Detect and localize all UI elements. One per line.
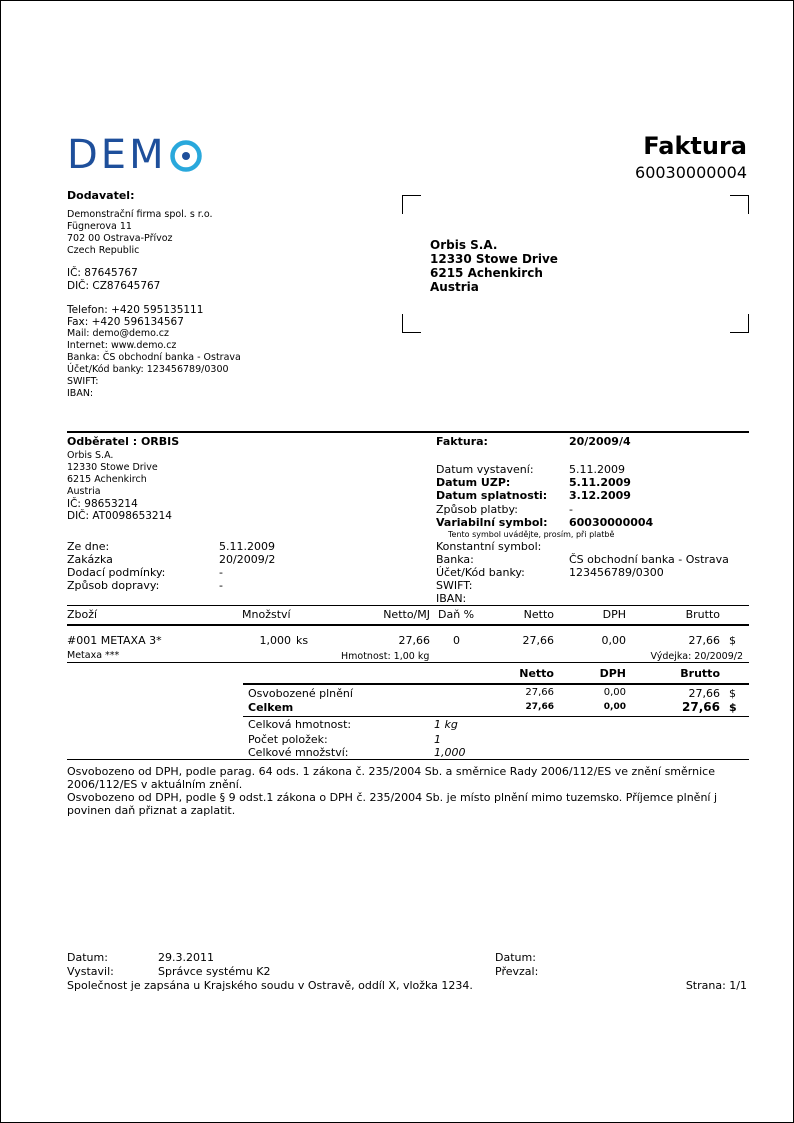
window-corner-bottom-right [730, 314, 749, 333]
note-line: Osvobozeno od DPH, podle § 9 odst.1 zákona o DPH č. 235/2004 Sb. je místo plnění mimo tuzemsko. Příjemce plnění j [67, 791, 718, 804]
customer-ic: IČ: 98653214 [67, 498, 138, 510]
summary-bottom-rule [67, 759, 749, 760]
iban-label: IBAN: [436, 592, 467, 605]
customer-line: 12330 Stowe Drive [67, 462, 158, 473]
item-weight: Hmotnost: 1,00 kg [341, 651, 430, 662]
exempt-net: 27,66 [525, 687, 554, 698]
ks-label: Konstantní symbol: [436, 540, 542, 553]
detail-label: Zakázka [67, 553, 113, 566]
total-currency: $ [729, 701, 737, 714]
supplier-fax: Fax: +420 596134567 [67, 316, 184, 328]
item-currency: $ [729, 634, 736, 647]
customer-line: 6215 Achenkirch [67, 474, 147, 485]
customer-dic: DIČ: AT0098653214 [67, 510, 172, 522]
invoice-value: 20/2009/4 [569, 435, 631, 448]
col-net-unit-header: Netto/MJ [383, 608, 430, 621]
item-gross: 27,66 [688, 634, 720, 647]
supplier-internet: Internet: www.demo.cz [67, 340, 177, 351]
note-line: 2006/112/ES v aktuálním znění. [67, 778, 243, 791]
payment-label: Způsob platby: [436, 503, 518, 516]
sum-gross-header: Brutto [680, 667, 720, 680]
section-divider [67, 431, 749, 433]
items-header-rule [67, 624, 749, 626]
item-count-label: Počet položek: [248, 733, 328, 746]
supplier-account: Účet/Kód banky: 123456789/0300 [67, 364, 229, 375]
item-qty: 1,000 [259, 634, 291, 647]
supplier-ic: IČ: 87645767 [67, 267, 138, 279]
col-gross-header: Brutto [685, 608, 720, 621]
items-bottom-rule [67, 662, 749, 663]
account-value: 123456789/0300 [569, 566, 664, 579]
recipient-address [430, 238, 558, 294]
supplier-iban: IBAN: [67, 388, 94, 399]
exempt-label: Osvobozené plnění [248, 687, 353, 700]
bank-value: ČS obchodní banka - Ostrava [569, 553, 729, 566]
recipient-line: 6215 Achenkirch [430, 266, 543, 280]
total-net: 27,66 [525, 702, 554, 712]
due-value: 3.12.2009 [569, 489, 631, 502]
footer-registry: Společnost je zapsána u Krajského soudu v Ostravě, oddíl X, vložka 1234. [67, 979, 473, 992]
detail-value: - [219, 579, 223, 592]
footer-issuer-value: Správce systému K2 [158, 965, 271, 978]
supplier-dic: DIČ: CZ87645767 [67, 280, 161, 292]
supplier-ids [67, 267, 160, 293]
footer [1, 951, 793, 995]
footer-receiver-label: Převzal: [495, 965, 539, 978]
invoice-label: Faktura: [436, 435, 488, 448]
detail-value: 5.11.2009 [219, 540, 275, 553]
items-top-rule [67, 605, 749, 606]
customer-line: Orbis S.A. [67, 450, 114, 461]
vat-notes [67, 765, 793, 817]
item-name: #001 METAXA 3* [67, 634, 162, 647]
summary-rows [1, 687, 793, 717]
note-line: Osvobozeno od DPH, podle parag. 64 ods. 1 zákona č. 235/2004 Sb. a směrnice Rady 2006/112/ES ve znění směrnice [67, 765, 715, 778]
customer-block [67, 450, 172, 522]
vs-note: Tento symbol uvádějte, prosím, při platbě [448, 530, 615, 539]
detail-label: Ze dne: [67, 540, 110, 553]
logo-text: DEM [67, 132, 167, 178]
supplier-country: Czech Republic [67, 245, 140, 256]
summary-totals [1, 718, 793, 760]
company-logo [67, 133, 167, 177]
item-net-unit: 27,66 [398, 634, 430, 647]
logo-ring-icon [169, 139, 203, 173]
total-vat: 0,00 [603, 702, 626, 712]
supplier-swift: SWIFT: [67, 376, 99, 387]
vs-label: Variabilní symbol: [436, 516, 548, 529]
col-qty-header: Množství [242, 608, 291, 621]
item-vat-pct: 0 [453, 634, 460, 647]
supplier-heading: Dodavatel: [67, 189, 135, 202]
detail-value: 20/2009/2 [219, 553, 276, 566]
supplier-bank: Banka: ČS obchodní banka - Ostrava [67, 352, 241, 363]
supplier-city: 702 00 Ostrava-Přívoz [67, 233, 173, 244]
exempt-currency: $ [729, 687, 736, 700]
vs-value: 60030000004 [569, 516, 654, 529]
supplier-phone: Telefon: +420 595135111 [67, 304, 204, 316]
account-label: Účet/Kód banky: [436, 566, 525, 579]
recipient-line: Orbis S.A. [430, 238, 498, 252]
supplier-block [67, 209, 213, 257]
supplier-name: Demonstrační firma spol. s r.o. [67, 209, 213, 220]
footer-date-label: Datum: [67, 951, 108, 964]
issued-value: 5.11.2009 [569, 463, 625, 476]
document-number: 60030000004 [635, 163, 747, 182]
window-corner-top-right [730, 195, 749, 214]
sum-vat-header: DPH [599, 667, 626, 680]
sum-net-header: Netto [519, 667, 554, 680]
total-label: Celkem [248, 701, 294, 714]
detail-label: Způsob dopravy: [67, 579, 160, 592]
issued-label: Datum vystavení: [436, 463, 534, 476]
bank-label: Banka: [436, 553, 474, 566]
supplier-street: Fügnerova 11 [67, 221, 132, 232]
window-corner-bottom-left [402, 314, 421, 333]
summary-rule [243, 716, 749, 717]
supplier-contact [67, 304, 241, 400]
col-net-header: Netto [523, 608, 554, 621]
item-vat: 0,00 [601, 634, 626, 647]
footer-page-number: Strana: 1/1 [685, 979, 747, 992]
total-weight-value: 1 kg [434, 718, 458, 731]
document-title: Faktura [643, 132, 747, 160]
col-vat-pct-header: Daň % [438, 608, 475, 621]
footer-issuer-label: Vystavil: [67, 965, 114, 978]
detail-value: - [219, 566, 223, 579]
footer-date-value: 29.3.2011 [158, 951, 214, 964]
item-delivery: Výdejka: 20/2009/2 [650, 651, 743, 662]
order-details [67, 540, 367, 594]
items-header [1, 608, 793, 622]
uzp-value: 5.11.2009 [569, 476, 631, 489]
note-line: povinen daň přiznat a zaplatit. [67, 804, 236, 817]
swift-label: SWIFT: [436, 579, 473, 592]
window-corner-top-left [402, 195, 421, 214]
col-item-header: Zboží [67, 608, 98, 621]
payment-value: - [569, 503, 573, 516]
detail-label: Dodací podmínky: [67, 566, 166, 579]
exempt-gross: 27,66 [688, 687, 720, 700]
uzp-label: Datum UZP: [436, 476, 511, 489]
col-vat-header: DPH [602, 608, 626, 621]
supplier-mail: Mail: demo@demo.cz [67, 328, 169, 339]
summary-header-rule [243, 683, 749, 685]
total-gross: 27,66 [682, 700, 720, 714]
total-qty-value: 1,000 [434, 746, 466, 759]
customer-line: Austria [67, 486, 101, 497]
total-qty-label: Celkové množství: [248, 746, 349, 759]
item-net: 27,66 [522, 634, 554, 647]
total-weight-label: Celková hmotnost: [248, 718, 352, 731]
footer-date2-label: Datum: [495, 951, 536, 964]
item-unit: ks [296, 634, 309, 647]
item-description: Metaxa *** [67, 650, 120, 661]
customer-heading: Odběratel : ORBIS [67, 435, 180, 448]
invoice-details [436, 463, 749, 605]
due-label: Datum splatnosti: [436, 489, 548, 502]
exempt-vat: 0,00 [603, 687, 626, 698]
table-row [1, 634, 793, 662]
recipient-line: Austria [430, 280, 479, 294]
item-count-value: 1 [434, 733, 441, 746]
recipient-line: 12330 Stowe Drive [430, 252, 558, 266]
summary-header [1, 667, 793, 681]
